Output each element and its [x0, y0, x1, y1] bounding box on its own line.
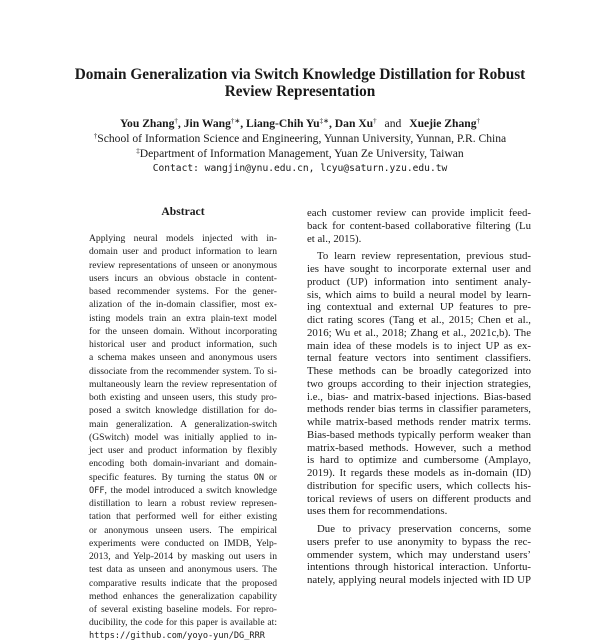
- abstract-line: OFF, the model introduced a switch knowledge: [89, 484, 277, 496]
- author-conjunction: and: [384, 117, 402, 130]
- intro-body: [307, 207, 531, 587]
- body-line: each customer review can provide implicit feed-: [307, 207, 531, 219]
- abstract-line: a schema makes unseen and anonymous users: [89, 352, 277, 364]
- abstract-line: comparative results indicate that the proposed: [89, 577, 277, 589]
- body-line: ommender system, which may understand users’: [307, 548, 531, 561]
- body-line: users prefer to use anonymity to bypass the rec-: [307, 535, 531, 548]
- body-line: main idea of these models is to inject UP as ex-: [307, 339, 531, 352]
- author-name: Dan Xu: [334, 117, 374, 130]
- paper-title-line: Review Representation: [224, 83, 376, 100]
- affiliation-text: School of Information Science and Engineering, Yunnan University, Yunnan, P.R. China: [97, 132, 507, 145]
- author-affiliation-mark: †∗: [230, 117, 241, 125]
- abstract-line: 2013, and Yelp-2014 by masking out users in: [89, 551, 277, 562]
- abstract-line: posed a switch knowledge distillation for do-: [89, 405, 277, 417]
- abstract-line: users incurs an obvious obstacle in content-: [89, 272, 277, 284]
- body-line: i.e., bias- and matrix-based injections. Bias-based: [307, 390, 531, 403]
- paper-title-line: Domain Generalization via Switch Knowledge Distillation for Robust: [74, 66, 526, 83]
- body-line: methods render bias terms in classifier parameters,: [307, 403, 531, 416]
- abstract-line: main generalization. A generalization-switch: [89, 418, 277, 430]
- affiliation-mark: ‡: [136, 147, 140, 155]
- body-line: 2019). It regards these models as in-domain (ID): [307, 467, 531, 479]
- abstract-body: [89, 232, 277, 643]
- abstract-line: ject user and product information by flexibly: [89, 445, 277, 456]
- body-line: distribution for specific users, which collects his-: [307, 479, 531, 492]
- abstract-line: dissociate from the recommender system. To si-: [89, 365, 277, 377]
- abstract-line: or anonymous unseen users. The empirical: [89, 524, 277, 536]
- body-line: Bias-based methods typically perform weaker than: [307, 428, 531, 441]
- body-line: These methods can be broadly categorized into: [307, 365, 531, 377]
- abstract-line: tation that performed well for either existing: [89, 511, 277, 523]
- body-line: et al., 2015).: [307, 232, 362, 245]
- author-name: Xuejie Zhang: [409, 117, 477, 130]
- author-name: You Zhang: [119, 117, 175, 130]
- abstract-heading: Abstract: [161, 205, 205, 218]
- affiliation-mark: †: [93, 132, 98, 140]
- body-line: uses them for recommendations.: [307, 505, 448, 518]
- body-line: Due to privacy preservation concerns, some: [317, 523, 531, 535]
- abstract-line: based recommender systems. For the gener-: [89, 286, 277, 297]
- author-list: You Zhang†, Jin Wang†∗, Liang-Chih Yu‡∗, Dan Xu† and Xuejie Zhang†: [119, 117, 481, 130]
- affiliation-text: Department of Information Management, Yuan Ze University, Taiwan: [139, 147, 464, 160]
- body-line: ies have sought to incorporate external user and: [307, 263, 531, 275]
- body-line: two groups according to their injection strategies,: [307, 377, 531, 390]
- author-name: Jin Wang: [183, 117, 231, 130]
- abstract-line: historical user and product information, such: [89, 339, 277, 350]
- abstract-line: distillation to learn a robust review represen-: [89, 498, 277, 509]
- abstract-line: specific features. By turning the status ON or: [89, 471, 277, 483]
- author-name: Liang-Chih Yu: [246, 117, 320, 130]
- body-line: matrix-based methods. However, such a method: [307, 441, 531, 454]
- abstract-line: isting models train an extra plain-text model: [89, 312, 277, 324]
- abstract-line: for the unseen domain. Without incorporating: [89, 325, 277, 337]
- body-line: torical reviews of users on different products and: [307, 492, 531, 505]
- body-line: ing contextual and external UP features to pre-: [307, 301, 531, 314]
- body-line: intentions through historical interaction. Unfortu-: [307, 561, 531, 574]
- abstract-line: ducibility, the code for this paper is available at:: [89, 617, 277, 629]
- abstract-line: test data as unseen and anonymous users. The: [89, 564, 277, 576]
- paper-title: [0, 66, 600, 100]
- abstract-line: review representations of unseen or anonymous: [89, 259, 277, 271]
- body-line: 2016; Wu et al., 2018; Zhang et al., 2021c,b). The: [307, 326, 531, 339]
- abstract-line: encoding both domain-invariant and domain-: [89, 458, 277, 470]
- body-line: dict rating scores (Tang et al., 2015; Chen et al.,: [307, 314, 531, 326]
- abstract-line: both existing and unseen users, this study pro-: [89, 392, 277, 403]
- abstract-line: alization of the in-domain classifier, most ex-: [89, 299, 277, 311]
- body-line: nately, applying neural models injected with ID UP: [307, 574, 531, 586]
- author-affiliation-mark: †: [476, 117, 481, 125]
- abstract-line[interactable]: https://github.com/yoyo-yun/DG_RRR: [89, 630, 265, 641]
- author-affiliation-mark: †: [174, 117, 178, 125]
- abstract-line: method enhances the generalization capability: [89, 590, 277, 602]
- body-line: To learn review representation, previous stud-: [317, 250, 531, 263]
- body-line: ternal feature vectors into sentiment classifiers.: [307, 352, 531, 365]
- contact-emails: Contact: wangjin@ynu.edu.cn, lcyu@saturn.yzu.edu.tw: [152, 163, 448, 174]
- body-line: product (UP) information into sentiment analy-: [307, 275, 531, 288]
- abstract-line: experiments were conducted on IMDB, Yelp-: [89, 537, 277, 549]
- abstract-line: (GSwitch) model was initially applied to in-: [89, 431, 277, 443]
- body-line: sis, which aims to build a neural model by learn-: [307, 288, 531, 301]
- affiliation: [0, 132, 600, 146]
- abstract-line: Applying neural models injected with in-: [89, 233, 277, 244]
- abstract-line: domain user and product information to learn: [89, 246, 277, 258]
- affiliation: [0, 147, 600, 161]
- author-affiliation-mark: †: [373, 117, 377, 125]
- abstract-line: of several existing baseline models. For repro-: [89, 604, 277, 615]
- body-line: while matrix-based methods render matrix terms.: [307, 416, 531, 428]
- body-line: back for content-based collaborative filtering (Lu: [307, 219, 531, 232]
- body-line: is hard to optimize and cumbersome (Amplayo,: [307, 454, 531, 467]
- author-affiliation-mark: ‡∗: [319, 117, 329, 125]
- abstract-line: multaneously learn the review representation of: [89, 378, 277, 390]
